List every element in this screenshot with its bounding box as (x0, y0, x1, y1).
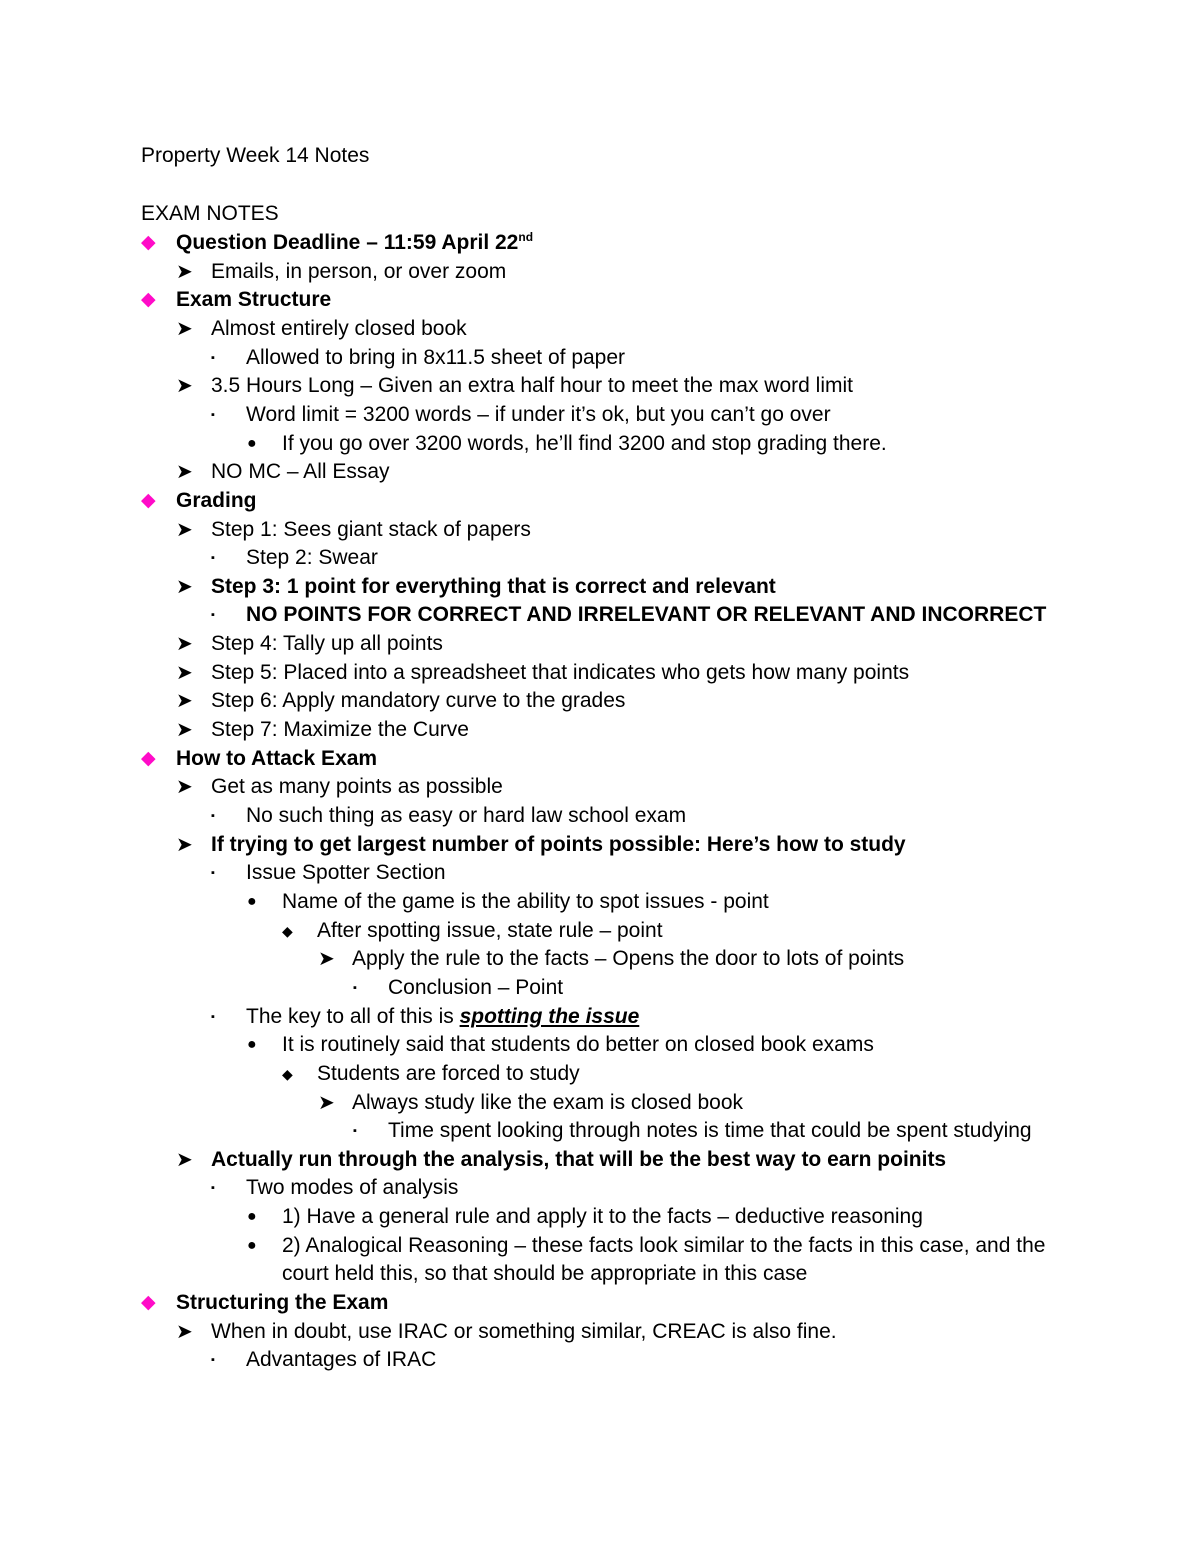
outline-item-level-1 (211, 573, 776, 601)
square-icon: ▪ (211, 867, 215, 879)
outline-item-level-3 (282, 1203, 923, 1231)
outline-item-text: 3.5 Hours Long – Given an extra half hour to meet the max word limit (211, 374, 853, 397)
outline-item-level-0 (176, 1289, 388, 1317)
arrow-icon: ➤ (176, 633, 193, 655)
outline-item-text: Word limit = 3200 words – if under it’s ok, but you can’t go over (246, 403, 831, 426)
arrow-icon: ➤ (176, 576, 193, 598)
dot-icon: ● (247, 1036, 257, 1053)
arrow-icon: ➤ (176, 1149, 193, 1171)
outline-item-level-2 (246, 1174, 458, 1202)
outline-item-text: NO POINTS FOR CORRECT AND IRRELEVANT OR RELEVANT AND INCORRECT (246, 603, 1047, 626)
outline-item-level-1 (211, 1146, 946, 1174)
outline-item-text: Step 1: Sees giant stack of papers (211, 518, 531, 541)
superscript: nd (518, 230, 534, 244)
outline-item-level-1 (211, 831, 906, 859)
outline-item-level-5 (352, 1089, 743, 1117)
small-diamond-icon: ◆ (282, 923, 293, 939)
outline-item-level-1 (211, 630, 443, 658)
outline-item-text: Two modes of analysis (246, 1176, 459, 1199)
outline-item-text: If you go over 3200 words, he’ll find 3200 and stop grading there. (282, 432, 887, 455)
outline-item-text: 2) Analogical Reasoning – these facts look similar to the facts in this case, and the (282, 1234, 1046, 1257)
outline-item-level-2 (246, 1003, 639, 1031)
outline-item-text: Step 3: 1 point for everything that is correct and relevant (211, 575, 776, 598)
dot-icon: ● (247, 435, 257, 452)
outline-item-level-1 (211, 315, 467, 343)
outline-item-level-3 (282, 430, 887, 458)
outline-item-text: The key to all of this is (246, 1005, 460, 1028)
outline-item-text: Allowed to bring in 8x11.5 sheet of paper (246, 346, 626, 369)
square-icon: ▪ (211, 810, 215, 822)
diamond-icon: ◆ (141, 232, 156, 253)
outline-item-level-2 (246, 859, 446, 887)
outline-item-text: Issue Spotter Section (246, 861, 446, 884)
arrow-icon: ➤ (176, 776, 193, 798)
dot-icon: ● (247, 893, 257, 910)
outline-item-level-1 (211, 258, 506, 286)
arrow-icon: ➤ (176, 519, 193, 541)
outline-item-level-4 (317, 917, 663, 945)
outline-item-level-1 (211, 372, 853, 400)
outline-item-text: Step 4: Tally up all points (211, 632, 443, 655)
square-icon: ▪ (211, 1354, 215, 1366)
arrow-icon: ➤ (176, 261, 193, 283)
outline-item-text: Get as many points as possible (211, 775, 503, 798)
outline-item-level-1 (211, 516, 531, 544)
outline-item-text: Step 2: Swear (246, 546, 378, 569)
outline-item-text: court held this, so that should be appropriate in this case (282, 1262, 808, 1285)
outline-item-text: Question Deadline – 11:59 April 22 (176, 231, 519, 254)
arrow-icon: ➤ (176, 719, 193, 741)
square-icon: ▪ (211, 352, 215, 364)
outline-item-level-2 (246, 601, 1046, 629)
outline-item-level-4 (317, 1060, 580, 1088)
square-icon: ▪ (211, 609, 215, 621)
outline-item-level-0 (176, 286, 331, 314)
outline-item-text: Grading (176, 489, 257, 512)
outline-item-text: How to Attack Exam (176, 747, 378, 770)
diamond-icon: ◆ (141, 748, 156, 769)
diamond-icon: ◆ (141, 490, 156, 511)
outline-item-level-1 (211, 687, 625, 715)
outline-item-level-2 (246, 1346, 436, 1374)
outline-item-text: Step 7: Maximize the Curve (211, 718, 469, 741)
outline-item-level-1 (211, 659, 909, 687)
document-title: Property Week 14 Notes (141, 144, 370, 167)
outline-item-text: Almost entirely closed book (211, 317, 467, 340)
arrow-icon: ➤ (318, 948, 335, 970)
outline-item-text: Step 6: Apply mandatory curve to the grades (211, 689, 626, 712)
outline-item-text: Actually run through the analysis, that will be the best way to earn poinits (211, 1148, 947, 1171)
emphasized-text: spotting the issue (459, 1005, 640, 1028)
arrow-icon: ➤ (176, 461, 193, 483)
outline-item-level-3 (282, 1232, 1045, 1260)
outline-item-text: It is routinely said that students do better on closed book exams (282, 1033, 874, 1056)
dot-icon: ● (247, 1208, 257, 1225)
outline-item-text: Name of the game is the ability to spot issues - point (282, 890, 769, 913)
outline-item-level-3 (282, 1260, 807, 1288)
outline-item-text: Advantages of IRAC (246, 1348, 437, 1371)
section-heading: EXAM NOTES (141, 202, 279, 225)
outline-item-text: NO MC – All Essay (211, 460, 390, 483)
outline-item-level-0 (176, 487, 257, 515)
outline-item-level-2 (246, 344, 625, 372)
arrow-icon: ➤ (176, 375, 193, 397)
arrow-icon: ➤ (176, 318, 193, 340)
arrow-icon: ➤ (318, 1092, 335, 1114)
outline-item-level-3 (282, 1031, 874, 1059)
outline-item-text: When in doubt, use IRAC or something similar, CREAC is also fine. (211, 1320, 837, 1343)
outline-item-text: 1) Have a general rule and apply it to the facts – deductive reasoning (282, 1205, 923, 1228)
outline-item-level-3 (282, 888, 769, 916)
outline-item-level-0 (176, 229, 533, 257)
outline-item-level-0 (176, 745, 377, 773)
dot-icon: ● (247, 1237, 257, 1254)
outline-item-text: Emails, in person, or over zoom (211, 260, 507, 283)
arrow-icon: ➤ (176, 834, 193, 856)
square-icon: ▪ (211, 1011, 215, 1023)
diamond-icon: ◆ (141, 1292, 156, 1313)
outline-item-level-2 (246, 544, 378, 572)
outline-item-level-1 (211, 458, 390, 486)
outline-item-level-2 (246, 401, 831, 429)
outline-item-text: Conclusion – Point (388, 976, 564, 999)
small-diamond-icon: ◆ (282, 1066, 293, 1082)
outline-item-text: Structuring the Exam (176, 1291, 389, 1314)
outline-item-text: Apply the rule to the facts – Opens the door to lots of points (352, 947, 905, 970)
arrow-icon: ➤ (176, 690, 193, 712)
square-icon: ▪ (353, 1125, 357, 1137)
outline-item-text: After spotting issue, state rule – point (317, 919, 663, 942)
outline-item-text: Step 5: Placed into a spreadsheet that indicates who gets how many points (211, 661, 910, 684)
square-icon: ▪ (353, 982, 357, 994)
arrow-icon: ➤ (176, 1321, 193, 1343)
outline-item-text: If trying to get largest number of points possible: Here’s how to study (211, 833, 906, 856)
outline-item-text: Time spent looking through notes is time that could be spent studying (388, 1119, 1032, 1142)
outline-item-text: No such thing as easy or hard law school exam (246, 804, 687, 827)
outline-item-level-1 (211, 716, 469, 744)
outline-item-text: Students are forced to study (317, 1062, 580, 1085)
outline-item-level-2 (246, 802, 686, 830)
outline-item-text: Exam Structure (176, 288, 332, 311)
square-icon: ▪ (211, 1182, 215, 1194)
square-icon: ▪ (211, 409, 215, 421)
square-icon: ▪ (211, 552, 215, 564)
outline-item-level-5 (352, 945, 904, 973)
outline-item-level-6 (388, 974, 563, 1002)
outline-item-level-1 (211, 773, 503, 801)
outline-item-text: Always study like the exam is closed book (352, 1091, 744, 1114)
arrow-icon: ➤ (176, 662, 193, 684)
outline-item-level-1 (211, 1318, 837, 1346)
outline-item-level-6 (388, 1117, 1032, 1145)
diamond-icon: ◆ (141, 289, 156, 310)
